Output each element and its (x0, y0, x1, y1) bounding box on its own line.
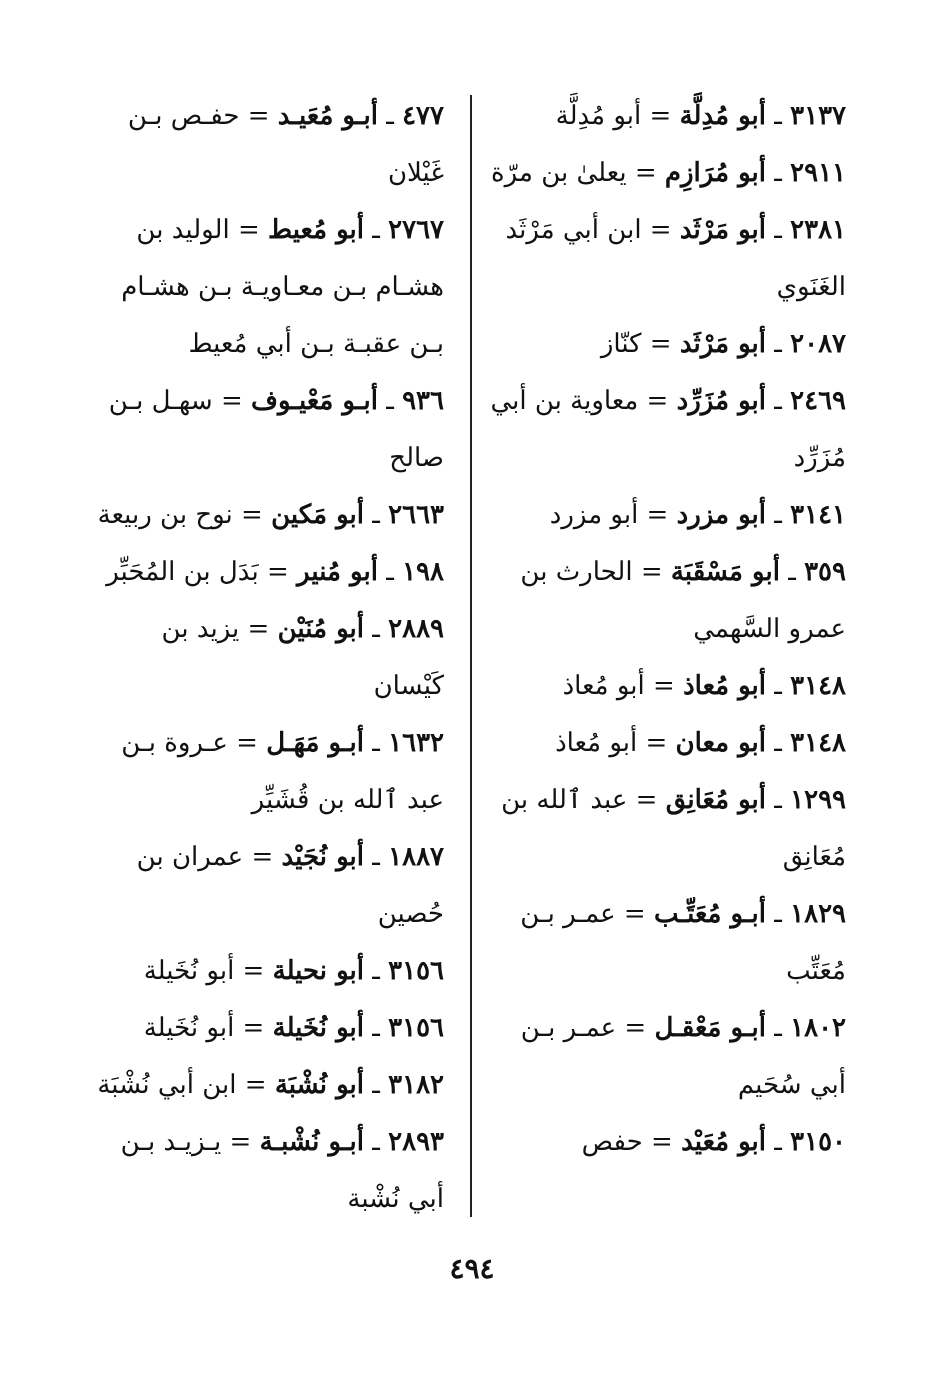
entry: ١٨٢٩ ـ أبـو مُعَتِّـب = عمـر بـن مُعَتِّب (520, 899, 846, 986)
entry-identification: سهـل بـن صالح (108, 386, 444, 473)
entry: ٣١٣٧ ـ أبو مُدِلَّة = أبو مُدِلَّة (555, 101, 846, 131)
entry: ٢٣٨١ ـ أبو مَرْثَد = ابن أبي مَرْثَد الغَنَوي (505, 215, 846, 302)
entry: ٢٨٨٩ ـ أبو مُنَيْن = يزيد بن كَيْسان (161, 614, 444, 701)
entry-identification: عمران بن حُصين (136, 842, 444, 929)
entry-number: ٢٧٦٧ (388, 215, 444, 245)
entry-identification: بَدَل بن المُحَبِّر (106, 557, 259, 587)
entry-kunya: أبو نُجَيْد (281, 842, 364, 872)
entry-kunya: أبـو مَعْيـوف (251, 386, 378, 416)
entry-identification: يعلىٰ بن مرّة (491, 158, 627, 188)
entry-kunya: أبو مزرد (676, 500, 766, 530)
entry-kunya: أبو مَكين (271, 500, 364, 530)
entry-number: ١٢٩٩ (790, 785, 846, 815)
entry: ١٦٣٢ ـ أبـو مَهَـل = عـروة بـن عبد ٱلله بن قُشَيِّر (121, 728, 444, 815)
entry-identification: الحارث بن عمرو السَّهمي (520, 557, 846, 644)
entry-kunya: أبو نحيلة (272, 956, 364, 986)
entry: ٢٨٩٣ ـ أبـو نُشْبـة = يـزيـد بـن أبي نُشْبة (120, 1127, 444, 1214)
entry-kunya: أبو مُزَرِّد (676, 386, 766, 416)
entry: ٣١٤٨ ـ أبو مُعاذ = أبو مُعاذ (562, 671, 846, 701)
entry: ٩٣٦ ـ أبـو مَعْيـوف = سهـل بـن صالح (108, 386, 444, 473)
entry-identification: أبو مزرد (549, 500, 639, 530)
entry-identification: عـروة بـن عبد ٱلله بن قُشَيِّر (121, 728, 444, 815)
entry-number: ٢٠٨٧ (790, 329, 846, 359)
entry-number: ٢٨٩٣ (388, 1127, 444, 1157)
entry-identification: نوح بن ربيعة (97, 500, 233, 530)
entry-kunya: أبو مُنير (297, 557, 378, 587)
entry-number: ٤٧٧ (402, 101, 444, 131)
entry-number: ١٨٠٢ (790, 1013, 846, 1043)
entry-kunya: أبـو مَعْقـل (654, 1013, 766, 1043)
entry: ٣١٤٨ ـ أبو معان = أبو مُعاذ (555, 728, 846, 758)
entry-identification: عمـر بـن أبي سُحَيم (520, 1013, 846, 1100)
entry-number: ٣١٥٠ (790, 1127, 846, 1157)
entry: ١٨٠٢ ـ أبـو مَعْقـل = عمـر بـن أبي سُحَيم (520, 1013, 846, 1100)
entry-kunya: أبـو مُعَيـد (277, 101, 378, 131)
entry: ٢٦٦٣ ـ أبو مَكين = نوح بن ربيعة (97, 500, 444, 530)
entry-kunya: أبو مُعاذ (683, 671, 766, 701)
entry: ٣٥٩ ـ أبو مَسْقَبَة = الحارث بن عمرو السَّهمي (520, 557, 846, 644)
entry-number: ٢٨٨٩ (388, 614, 444, 644)
entry-identification: يزيد بن كَيْسان (161, 614, 444, 701)
entry-number: ٣١٤٨ (790, 671, 846, 701)
entry-number: ٢٣٨١ (790, 215, 846, 245)
entry-number: ٣١٤١ (790, 500, 846, 530)
entry-identification: كنّاز (600, 329, 642, 359)
entry-identification: أبو نُخَيلة (143, 1013, 235, 1043)
entry-identification: يـزيـد بـن أبي نُشْبة (120, 1127, 444, 1214)
entry-identification: ابن أبي مَرْثَد الغَنَوي (505, 215, 846, 302)
entry-kunya: أبـو مُعَتِّـب (653, 899, 766, 929)
entry: ٢٧٦٧ ـ أبو مُعيط = الوليد بن هشـام بـن معـاويـة بـن هشـام بـن عقبـة بـن أبي مُعيط (121, 215, 444, 359)
entry-kunya: أبو نُخَيلة (272, 1013, 364, 1043)
entry-number: ١٨٢٩ (790, 899, 846, 929)
entry: ٢٩١١ ـ أبو مُرَازِم = يعلىٰ بن مرّة (491, 158, 846, 188)
entry-number: ٢٦٦٣ (388, 500, 444, 530)
entry-number: ١٦٣٢ (388, 728, 444, 758)
entry-identification: حفـص بـن غَيْلان (127, 101, 444, 188)
entry-number: ٣١٣٧ (790, 101, 846, 131)
entry-number: ٢٩١١ (790, 158, 846, 188)
entry: ٣١٤١ ـ أبو مزرد = أبو مزرد (549, 500, 846, 530)
entry-kunya: أبو مَرْثَد (679, 215, 766, 245)
entry-kunya: أبو معان (675, 728, 766, 758)
entry-kunya: أبو نُشْبَة (274, 1070, 364, 1100)
right-column (488, 88, 846, 1171)
entry-number: ٣١٨٢ (388, 1070, 444, 1100)
entry-number: ٣١٥٦ (388, 956, 444, 986)
entry: ١٢٩٩ ـ أبو مُعَانِق = عبد ٱلله بن مُعَانِق (501, 785, 846, 872)
entry-identification: أبو مُدِلَّة (555, 101, 642, 131)
entry-identification: أبو نُخَيلة (143, 956, 235, 986)
entry: ٣١٥٦ ـ أبو نحيلة = أبو نُخَيلة (143, 956, 444, 986)
entry: ٤٧٧ ـ أبـو مُعَيـد = حفـص بـن غَيْلان (127, 101, 444, 188)
entry-identification: حفص (581, 1127, 643, 1157)
page-number: ٤٩٤ (449, 1252, 495, 1285)
entry-number: ٩٣٦ (402, 386, 444, 416)
entry-identification: الوليد بن هشـام بـن معـاويـة بـن هشـام بـن عقبـة بـن أبي مُعيط (121, 215, 444, 359)
entry-kunya: أبو مَرْثَد (679, 329, 766, 359)
entry-identification: معاوية بن أبي مُزَرِّد (490, 386, 846, 473)
column-divider (470, 95, 472, 1217)
entry-kunya: أبو مُعَيْد (681, 1127, 766, 1157)
entry-kunya: أبو مُدِلَّة (679, 101, 766, 131)
entry-kunya: أبو مُعَانِق (665, 785, 766, 815)
entry: ٢٤٦٩ ـ أبو مُزَرِّد = معاوية بن أبي مُزَرِّد (490, 386, 846, 473)
entry-kunya: أبو مُنَيْن (277, 614, 364, 644)
entry: ١٨٨٧ ـ أبو نُجَيْد = عمران بن حُصين (136, 842, 444, 929)
entry: ٣١٨٢ ـ أبو نُشْبَة = ابن أبي نُشْبَة (97, 1070, 444, 1100)
entry-identification: ابن أبي نُشْبَة (97, 1070, 237, 1100)
entry: ٢٠٨٧ ـ أبو مَرْثَد = كنّاز (600, 329, 846, 359)
entry: ٣١٥٠ ـ أبو مُعَيْد = حفص (581, 1127, 846, 1157)
entry-kunya: أبـو نُشْبـة (259, 1127, 364, 1157)
entry-number: ١٩٨ (402, 557, 444, 587)
entry: ٣١٥٦ ـ أبو نُخَيلة = أبو نُخَيلة (143, 1013, 444, 1043)
entry-number: ١٨٨٧ (388, 842, 444, 872)
entry-identification: أبو مُعاذ (562, 671, 645, 701)
entry-number: ٣٥٩ (804, 557, 846, 587)
entry-kunya: أبو مَسْقَبَة (670, 557, 780, 587)
entry-number: ٢٤٦٩ (790, 386, 846, 416)
entry-number: ٣١٤٨ (790, 728, 846, 758)
entry-kunya: أبو مُرَازِم (664, 158, 766, 188)
entry-identification: أبو مُعاذ (555, 728, 638, 758)
entry-number: ٣١٥٦ (388, 1013, 444, 1043)
entry-kunya: أبو مُعيط (268, 215, 364, 245)
entry: ١٩٨ ـ أبو مُنير = بَدَل بن المُحَبِّر (106, 557, 444, 587)
left-column (88, 88, 444, 1228)
entry-identification: عبد ٱلله بن مُعَانِق (501, 785, 846, 872)
entry-kunya: أبـو مَهَـل (266, 728, 364, 758)
entry-identification: عمـر بـن مُعَتِّب (520, 899, 846, 986)
